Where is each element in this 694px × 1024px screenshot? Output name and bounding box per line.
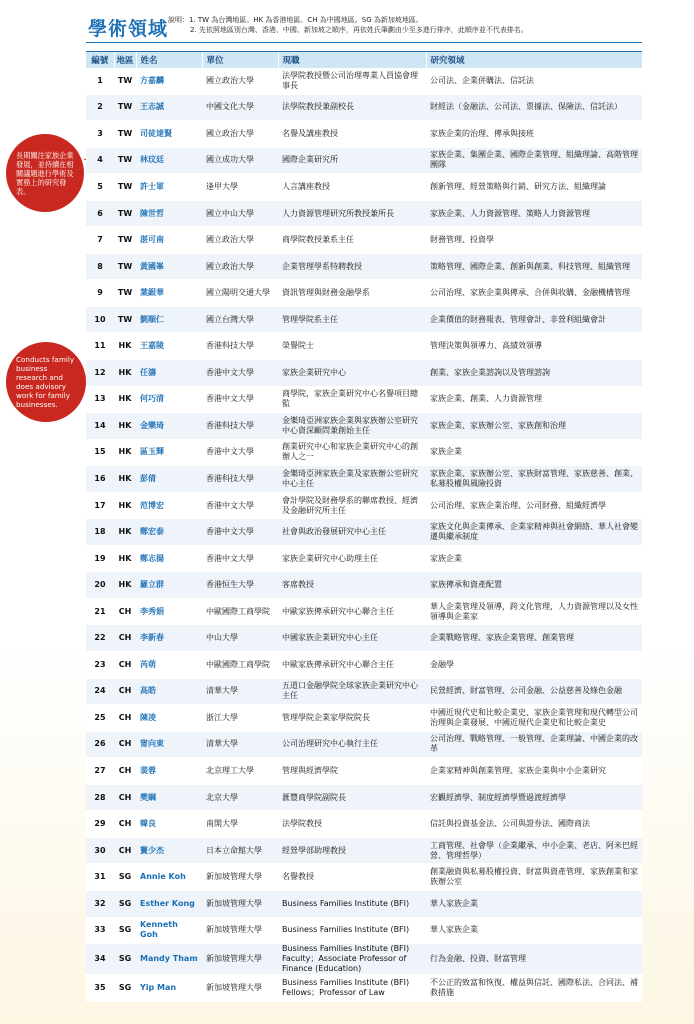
cell-name: 裴蓉 bbox=[136, 758, 202, 785]
cell-region: TW bbox=[114, 121, 136, 148]
cell-no: 28 bbox=[86, 784, 114, 811]
callout-text: Conducts family business research and does advisory work for family businesses. bbox=[16, 355, 75, 409]
table-row bbox=[86, 519, 642, 546]
cell-name: 李秀娟 bbox=[136, 598, 202, 625]
cell-position: Business Families Institute (BFI) Faculty；Associate Professor of Finance (Education) bbox=[278, 944, 426, 975]
cell-field: 家族企業的治理、傳承與接班 bbox=[426, 121, 642, 148]
cell-unit: 國立台灣大學 bbox=[202, 306, 278, 333]
cell-field: 策略管理、國際企業、創新與創業、科技管理、組織管理 bbox=[426, 253, 642, 280]
cell-no: 25 bbox=[86, 705, 114, 732]
cell-no: 13 bbox=[86, 386, 114, 413]
table-row bbox=[86, 864, 642, 891]
cell-name: 高皓 bbox=[136, 678, 202, 705]
cell-unit: 中山大學 bbox=[202, 625, 278, 652]
cell-position: 公司治理研究中心執行主任 bbox=[278, 731, 426, 758]
table-row bbox=[86, 492, 642, 519]
table-row bbox=[86, 253, 642, 280]
cell-position: 商學院教授兼系主任 bbox=[278, 227, 426, 254]
cell-position: 會計學院及財務學系的聯席教授、經濟及金融研究所主任 bbox=[278, 492, 426, 519]
cell-position: 人力資源管理研究所教授兼所長 bbox=[278, 200, 426, 227]
cell-field: 家族企業 bbox=[426, 439, 642, 466]
cell-position: 五道口金融學院全球家族企業研究中心主任 bbox=[278, 678, 426, 705]
cell-field: 行為金融、投資、財富管理 bbox=[426, 944, 642, 975]
table-row bbox=[86, 572, 642, 599]
cell-position: Business Families Institute (BFI) bbox=[278, 917, 426, 944]
cell-position: 企業管理學系特聘教授 bbox=[278, 253, 426, 280]
cell-position: 法學院教授兼副校長 bbox=[278, 94, 426, 121]
table-row bbox=[86, 944, 642, 975]
table-row bbox=[86, 975, 642, 1002]
cell-field: 公司法、企業併購法、信託法 bbox=[426, 68, 642, 94]
table-row bbox=[86, 598, 642, 625]
note-2: 2. 先依照地區別台灣、香港、中國、新加坡之順序，再依姓氏筆劃由少至多進行排序，此順序並不代表排名。 bbox=[190, 25, 528, 34]
table-row bbox=[86, 280, 642, 307]
table-row bbox=[86, 68, 642, 94]
cell-name: 葉銀華 bbox=[136, 280, 202, 307]
cell-no: 9 bbox=[86, 280, 114, 307]
cell-position: 中歐家族傳承研究中心聯合主任 bbox=[278, 652, 426, 679]
cell-field: 創業、家族企業諮詢以及管理諮詢 bbox=[426, 360, 642, 387]
cell-unit: 浙江大學 bbox=[202, 705, 278, 732]
cell-no: 1 bbox=[86, 68, 114, 94]
cell-unit: 國立中山大學 bbox=[202, 200, 278, 227]
cell-position: 創業研究中心和家族企業研究中心的創辦人之一 bbox=[278, 439, 426, 466]
cell-no: 8 bbox=[86, 253, 114, 280]
cell-field: 創業融資與私募股權投資、財富與資產管理、家族創業和家族辦公室 bbox=[426, 864, 642, 891]
cell-unit: 香港中文大學 bbox=[202, 545, 278, 572]
cell-name: Annie Koh bbox=[136, 864, 202, 891]
cell-position: 國際企業研究所 bbox=[278, 147, 426, 174]
cell-name: 竇少杰 bbox=[136, 837, 202, 864]
cell-region: SG bbox=[114, 864, 136, 891]
cell-field: 家族企業 bbox=[426, 545, 642, 572]
header-unit: 單位 bbox=[202, 52, 278, 68]
cell-region: TW bbox=[114, 147, 136, 174]
cell-unit: 南開大學 bbox=[202, 811, 278, 838]
cell-no: 24 bbox=[86, 678, 114, 705]
cell-position: 金樂琦亞洲家族企業及家族辦公室研究中心主任 bbox=[278, 466, 426, 493]
notes bbox=[168, 16, 528, 35]
cell-position: 人言講座教授 bbox=[278, 174, 426, 201]
cell-name: 芮萌 bbox=[136, 652, 202, 679]
cell-unit: 國立政治大學 bbox=[202, 253, 278, 280]
header-position: 現職 bbox=[278, 52, 426, 68]
cell-unit: 清華大學 bbox=[202, 678, 278, 705]
cell-unit: 國立政治大學 bbox=[202, 227, 278, 254]
cell-no: 18 bbox=[86, 519, 114, 546]
cell-name: Esther Kong bbox=[136, 890, 202, 917]
cell-field: 企業家精神與創業管理、家族企業與中小企業研究 bbox=[426, 758, 642, 785]
cell-position: 社會與政治發展研究中心主任 bbox=[278, 519, 426, 546]
cell-position: 家族企業研究中心 bbox=[278, 360, 426, 387]
cell-name: 甯向東 bbox=[136, 731, 202, 758]
cell-region: SG bbox=[114, 944, 136, 975]
cell-unit: 中歐國際工商學院 bbox=[202, 652, 278, 679]
cell-position: 榮譽院士 bbox=[278, 333, 426, 360]
cell-field: 財務管理、投資學 bbox=[426, 227, 642, 254]
cell-field: 企業戰略管理、家族企業管理、創業管理 bbox=[426, 625, 642, 652]
cell-field: 家族企業、人力資源管理、策略人力資源管理 bbox=[426, 200, 642, 227]
cell-no: 6 bbox=[86, 200, 114, 227]
table-row bbox=[86, 625, 642, 652]
cell-field: 華人企業管理及領導，跨文化管理，人力資源管理以及女性領導與企業家 bbox=[426, 598, 642, 625]
cell-position: 商學院，家族企業研究中心名譽項目總監 bbox=[278, 386, 426, 413]
note-1: 說明：1. TW 為台灣地區。HK 為香港地區。CH 為中國地區。SG 為新加坡地區。 bbox=[168, 16, 423, 24]
header-name: 姓名 bbox=[136, 52, 202, 68]
callout-bubble-chinese bbox=[6, 134, 84, 212]
cell-region: HK bbox=[114, 572, 136, 599]
table-row bbox=[86, 306, 642, 333]
cell-field: 家族企業、集團企業、國際企業管理、組織理論、高階管理團隊 bbox=[426, 147, 642, 174]
table-row bbox=[86, 811, 642, 838]
cell-field: 公司治理、家族企業治理、公司財務、組織經濟學 bbox=[426, 492, 642, 519]
cell-no: 31 bbox=[86, 864, 114, 891]
cell-position: 家族企業研究中心助理主任 bbox=[278, 545, 426, 572]
cell-name: 鄭宏泰 bbox=[136, 519, 202, 546]
cell-name: 韓良 bbox=[136, 811, 202, 838]
cell-no: 15 bbox=[86, 439, 114, 466]
cell-no: 4 bbox=[86, 147, 114, 174]
cell-region: SG bbox=[114, 975, 136, 1002]
cell-position: 資訊管理與財務金融學系 bbox=[278, 280, 426, 307]
cell-unit: 國立政治大學 bbox=[202, 121, 278, 148]
cell-unit: 中歐國際工商學院 bbox=[202, 598, 278, 625]
cell-unit: 中國文化大學 bbox=[202, 94, 278, 121]
cell-no: 11 bbox=[86, 333, 114, 360]
cell-position: 管理學院企業家學院院長 bbox=[278, 705, 426, 732]
cell-name: 王志誠 bbox=[136, 94, 202, 121]
cell-region: HK bbox=[114, 333, 136, 360]
cell-name: 羅立群 bbox=[136, 572, 202, 599]
cell-name: Mandy Tham bbox=[136, 944, 202, 975]
table-row bbox=[86, 837, 642, 864]
cell-region: CH bbox=[114, 705, 136, 732]
cell-name: 劉順仁 bbox=[136, 306, 202, 333]
cell-no: 20 bbox=[86, 572, 114, 599]
table-row bbox=[86, 466, 642, 493]
cell-unit: 香港科技大學 bbox=[202, 413, 278, 440]
cell-position: 法學院教授暨公司治理專業人員協會理事長 bbox=[278, 68, 426, 94]
cell-name: 王嘉陵 bbox=[136, 333, 202, 360]
cell-region: CH bbox=[114, 784, 136, 811]
cell-position: 名譽教授 bbox=[278, 864, 426, 891]
cell-position: 滙豐商學院副院長 bbox=[278, 784, 426, 811]
cell-field: 家族傳承和資產配置 bbox=[426, 572, 642, 599]
cell-no: 16 bbox=[86, 466, 114, 493]
cell-no: 29 bbox=[86, 811, 114, 838]
cell-field: 信託與投資基金法、公司與證券法、國際商法 bbox=[426, 811, 642, 838]
cell-name: 范博宏 bbox=[136, 492, 202, 519]
cell-field: 華人家族企業 bbox=[426, 890, 642, 917]
table-row bbox=[86, 439, 642, 466]
cell-region: CH bbox=[114, 837, 136, 864]
cell-name: 方嘉麟 bbox=[136, 68, 202, 94]
table-row bbox=[86, 758, 642, 785]
cell-field: 工商管理、社會學（企業繼承、中小企業、老店、阿米巴經營、管理哲學） bbox=[426, 837, 642, 864]
table-row bbox=[86, 227, 642, 254]
cell-region: TW bbox=[114, 253, 136, 280]
cell-no: 34 bbox=[86, 944, 114, 975]
cell-unit: 日本立命館大學 bbox=[202, 837, 278, 864]
cell-unit: 香港中文大學 bbox=[202, 386, 278, 413]
cell-unit: 逢甲大學 bbox=[202, 174, 278, 201]
cell-name: 任濤 bbox=[136, 360, 202, 387]
cell-position: Business Families Institute (BFI) bbox=[278, 890, 426, 917]
cell-no: 19 bbox=[86, 545, 114, 572]
cell-no: 2 bbox=[86, 94, 114, 121]
cell-position: 管理學院系主任 bbox=[278, 306, 426, 333]
cell-position: 中歐家族傳承研究中心聯合主任 bbox=[278, 598, 426, 625]
cell-region: TW bbox=[114, 68, 136, 94]
cell-field: 華人家族企業 bbox=[426, 917, 642, 944]
cell-unit: 國立政治大學 bbox=[202, 68, 278, 94]
cell-region: TW bbox=[114, 200, 136, 227]
table-row bbox=[86, 174, 642, 201]
cell-position: 客席教授 bbox=[278, 572, 426, 599]
table-row bbox=[86, 94, 642, 121]
cell-field: 家族文化與企業傳承、企業家精神與社會網絡、華人社會變遷與繼承制度 bbox=[426, 519, 642, 546]
cell-no: 33 bbox=[86, 917, 114, 944]
cell-region: CH bbox=[114, 811, 136, 838]
cell-field: 管理決策與領導力、高績效領導 bbox=[426, 333, 642, 360]
table-row bbox=[86, 652, 642, 679]
cell-unit: 香港科技大學 bbox=[202, 466, 278, 493]
cell-position: 中國家族企業研究中心主任 bbox=[278, 625, 426, 652]
cell-position: 經營學部助理教授 bbox=[278, 837, 426, 864]
cell-name: 陳凌 bbox=[136, 705, 202, 732]
cell-field: 公司治理、戰略管理、一般管理、企業理論、中國企業的改革 bbox=[426, 731, 642, 758]
table-row bbox=[86, 731, 642, 758]
cell-unit: 新加坡管理大學 bbox=[202, 890, 278, 917]
cell-name: 李新春 bbox=[136, 625, 202, 652]
cell-region: CH bbox=[114, 731, 136, 758]
cell-name: 鄭志揚 bbox=[136, 545, 202, 572]
cell-field: 創新管理、經營策略與行銷、研究方法、組織理論 bbox=[426, 174, 642, 201]
cell-region: TW bbox=[114, 94, 136, 121]
cell-name: 許士軍 bbox=[136, 174, 202, 201]
cell-no: 23 bbox=[86, 652, 114, 679]
cell-name: 林玟廷 bbox=[136, 147, 202, 174]
table-header-row bbox=[86, 52, 642, 68]
cell-no: 7 bbox=[86, 227, 114, 254]
cell-region: TW bbox=[114, 280, 136, 307]
cell-region: TW bbox=[114, 174, 136, 201]
cell-region: HK bbox=[114, 360, 136, 387]
cell-no: 22 bbox=[86, 625, 114, 652]
cell-region: HK bbox=[114, 492, 136, 519]
cell-field: 金融學 bbox=[426, 652, 642, 679]
table-row bbox=[86, 890, 642, 917]
cell-unit: 香港中文大學 bbox=[202, 439, 278, 466]
cell-name: 何巧清 bbox=[136, 386, 202, 413]
cell-no: 26 bbox=[86, 731, 114, 758]
cell-name: 黃國峯 bbox=[136, 253, 202, 280]
cell-field: 宏觀經濟學、制度經濟學暨過渡經濟學 bbox=[426, 784, 642, 811]
cell-name: Kenneth Goh bbox=[136, 917, 202, 944]
cell-region: TW bbox=[114, 227, 136, 254]
table-row bbox=[86, 147, 642, 174]
table-row bbox=[86, 784, 642, 811]
cell-position: 金樂琦亞洲家族企業與家族辦公室研究中心資深顧問兼創始主任 bbox=[278, 413, 426, 440]
cell-region: HK bbox=[114, 519, 136, 546]
header-field: 研究領域 bbox=[426, 52, 642, 68]
cell-position: 名譽及講座教授 bbox=[278, 121, 426, 148]
callout-bubble-english bbox=[6, 342, 86, 422]
cell-region: CH bbox=[114, 598, 136, 625]
cell-region: CH bbox=[114, 652, 136, 679]
cell-region: HK bbox=[114, 466, 136, 493]
table-row bbox=[86, 121, 642, 148]
cell-region: CH bbox=[114, 625, 136, 652]
header-no: 編號 bbox=[86, 52, 114, 68]
cell-unit: 新加坡管理大學 bbox=[202, 975, 278, 1002]
cell-position: 法學院教授 bbox=[278, 811, 426, 838]
scholars-table bbox=[86, 52, 643, 1002]
table-row bbox=[86, 413, 642, 440]
cell-field: 財經法（金融法、公司法、票據法、保險法、信託法） bbox=[426, 94, 642, 121]
page-title: 學術領域 bbox=[88, 18, 169, 40]
cell-name: 金樂琦 bbox=[136, 413, 202, 440]
cell-unit: 新加坡管理大學 bbox=[202, 917, 278, 944]
cell-unit: 北京大學 bbox=[202, 784, 278, 811]
cell-unit: 香港中文大學 bbox=[202, 492, 278, 519]
table-row bbox=[86, 386, 642, 413]
table-row bbox=[86, 200, 642, 227]
cell-unit: 北京理工大學 bbox=[202, 758, 278, 785]
cell-unit: 香港恒生大學 bbox=[202, 572, 278, 599]
cell-region: HK bbox=[114, 439, 136, 466]
cell-unit: 新加坡管理大學 bbox=[202, 944, 278, 975]
table-row bbox=[86, 333, 642, 360]
table-row bbox=[86, 917, 642, 944]
cell-no: 32 bbox=[86, 890, 114, 917]
cell-name: 彭倩 bbox=[136, 466, 202, 493]
table-row bbox=[86, 705, 642, 732]
cell-name: 陳世哲 bbox=[136, 200, 202, 227]
cell-no: 5 bbox=[86, 174, 114, 201]
cell-field: 企業價值的財務報表、管理會計、非營利組織會計 bbox=[426, 306, 642, 333]
cell-unit: 香港中文大學 bbox=[202, 360, 278, 387]
cell-no: 14 bbox=[86, 413, 114, 440]
header-region: 地區 bbox=[114, 52, 136, 68]
cell-field: 中國近現代史和比較企業史、家族企業管理和現代轉型公司治理與企業發展、中國近現代企業史和比較企業史 bbox=[426, 705, 642, 732]
cell-no: 3 bbox=[86, 121, 114, 148]
cell-region: CH bbox=[114, 758, 136, 785]
cell-unit: 香港科技大學 bbox=[202, 333, 278, 360]
cell-unit: 新加坡管理大學 bbox=[202, 864, 278, 891]
cell-no: 21 bbox=[86, 598, 114, 625]
cell-field: 家族企業、家族辦公室、家族創和治理 bbox=[426, 413, 642, 440]
cell-region: SG bbox=[114, 890, 136, 917]
cell-field: 家族企業、創業、人力資源管理 bbox=[426, 386, 642, 413]
cell-field: 公司治理、家族企業與傳承、合併與收購、金融機構管理 bbox=[426, 280, 642, 307]
cell-name: Yip Man bbox=[136, 975, 202, 1002]
cell-unit: 香港中文大學 bbox=[202, 519, 278, 546]
cell-name: 樊綱 bbox=[136, 784, 202, 811]
cell-region: SG bbox=[114, 917, 136, 944]
cell-no: 35 bbox=[86, 975, 114, 1002]
title-divider bbox=[86, 42, 642, 43]
cell-unit: 國立成功大學 bbox=[202, 147, 278, 174]
cell-name: 區玉輝 bbox=[136, 439, 202, 466]
table-row bbox=[86, 678, 642, 705]
table-row bbox=[86, 545, 642, 572]
cell-name: 司徒達賢 bbox=[136, 121, 202, 148]
cell-unit: 清華大學 bbox=[202, 731, 278, 758]
cell-region: HK bbox=[114, 545, 136, 572]
cell-position: Business Families Institute (BFI) Fellows；Professor of Law bbox=[278, 975, 426, 1002]
table-row bbox=[86, 360, 642, 387]
cell-field: 民營經濟、財富管理、公司金融、公益慈善及綠色金融 bbox=[426, 678, 642, 705]
cell-unit: 國立陽明交通大學 bbox=[202, 280, 278, 307]
cell-no: 17 bbox=[86, 492, 114, 519]
cell-position: 管理與經濟學院 bbox=[278, 758, 426, 785]
cell-region: TW bbox=[114, 306, 136, 333]
cell-no: 10 bbox=[86, 306, 114, 333]
cell-region: HK bbox=[114, 413, 136, 440]
cell-name: 湛可南 bbox=[136, 227, 202, 254]
cell-field: 家族企業、家族辦公室、家族財富管理、家族慈善、創業、私募股權與風險投資 bbox=[426, 466, 642, 493]
cell-field: 不公正的致富和恢復、權益與信託、國際私法、合同法、補救措施 bbox=[426, 975, 642, 1002]
cell-region: HK bbox=[114, 386, 136, 413]
cell-no: 27 bbox=[86, 758, 114, 785]
cell-region: CH bbox=[114, 678, 136, 705]
cell-no: 12 bbox=[86, 360, 114, 387]
cell-no: 30 bbox=[86, 837, 114, 864]
callout-text: 長期關注家族企業發展，並持續在相關議題進行學術及實務上的研究發表。 bbox=[16, 150, 74, 196]
